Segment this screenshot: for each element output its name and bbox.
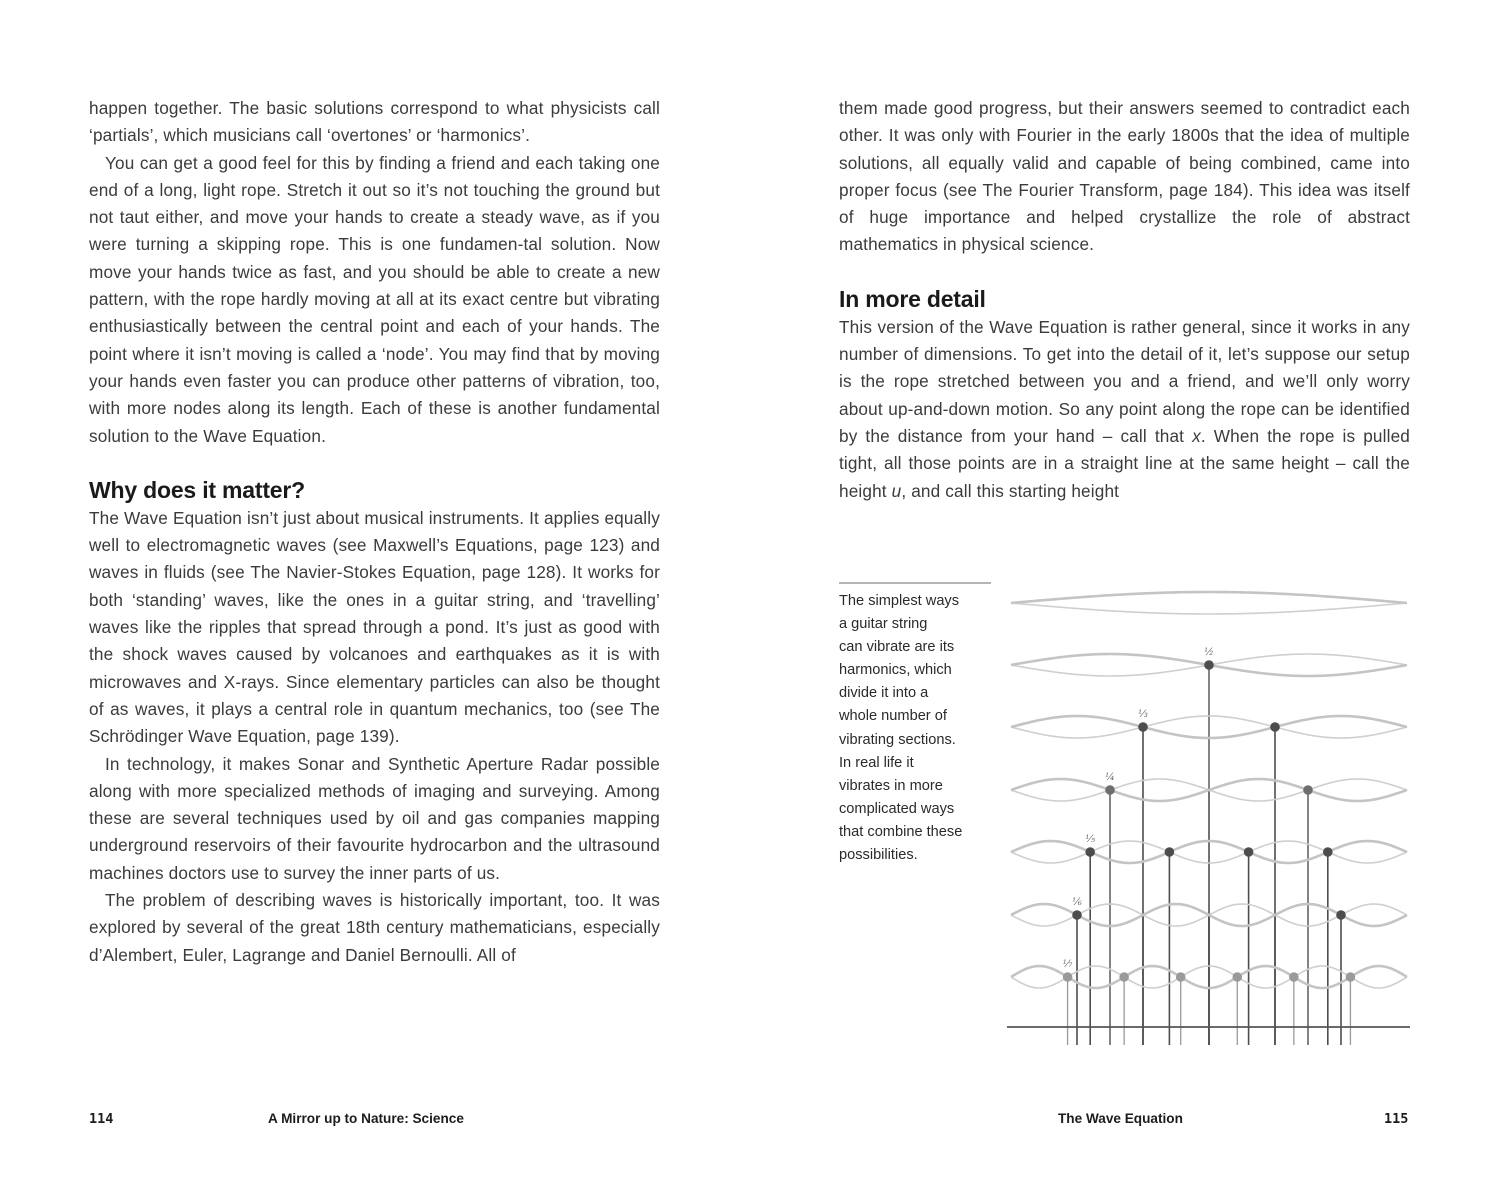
caption-line: complicated ways <box>839 800 955 817</box>
paragraph: The Wave Equation isn’t just about musical instruments. It applies equally well to electromagnetic waves (see Maxwell’s Equations, page 123) and waves in fluids (see The Navier-Stokes Equation, page 128). It works for both ‘standing’ waves, like the ones in a guitar string, and ‘travelling’ waves like the ripples that spread through a pond. It’s just as good with the shock waves caused by volcanoes and earthquakes as it is with microwaves and X-rays. Since elementary particles can also be thought of as waves, it plays a central role in quantum mechanics, too (see The Schrödinger Wave Equation, page 139). <box>89 507 660 747</box>
node-dot <box>1072 910 1082 920</box>
section-heading-why-does-it-matter: Why does it matter? <box>89 476 306 503</box>
left-text-column <box>89 95 660 969</box>
node-dot <box>1346 972 1356 982</box>
variable-u: u <box>891 480 902 501</box>
string-curve <box>1011 592 1407 603</box>
caption-line: that combine these <box>839 823 963 840</box>
node-dot <box>1204 660 1214 670</box>
node-dot <box>1323 847 1333 857</box>
node-label: ½ <box>1204 647 1214 658</box>
caption-line: harmonics, which <box>839 662 952 679</box>
node-label: ⅓ <box>1138 709 1148 720</box>
caption-line: a guitar string <box>839 616 928 633</box>
node-dot <box>1289 972 1299 982</box>
string-curve <box>1011 603 1407 614</box>
caption-line: can vibrate are its <box>839 639 955 656</box>
left-intro-paragraphs <box>89 95 660 450</box>
node-dot <box>1119 972 1129 982</box>
section-heading-in-more-detail: In more detail <box>839 285 986 312</box>
caption-line: The simplest ways <box>839 593 960 609</box>
node-dot <box>1105 785 1115 795</box>
node-dot <box>1303 785 1313 795</box>
node-dot <box>1165 847 1175 857</box>
node-dot <box>1176 972 1186 982</box>
running-title-right: The Wave Equation <box>1058 1111 1183 1126</box>
page-number-left: 114 <box>89 1111 114 1127</box>
caption-line: vibrating sections. <box>839 731 956 748</box>
node-dot <box>1232 972 1242 982</box>
node-label: ⅙ <box>1072 897 1082 908</box>
node-dot <box>1085 847 1095 857</box>
node-dot <box>1244 847 1254 857</box>
paragraph: In technology, it makes Sonar and Synthetic Aperture Radar possible along with more specialized methods of imaging and surveying. Among these are several techniques used by oil and gas companies mapping underground reservoirs of their favourite hydrocarbon and the ultrasound machines doctors use to survey the inner parts of us. <box>89 753 660 883</box>
paragraph-detail: This version of the Wave Equation is rather general, since it works in any number of dimensions. To get into the detail of it, let’s suppose our setup is the rope stretched between you and a friend, and we’ll only worry about up-and-down motion. So any point along the rope can be identified by the distance from your hand – call that x. When the rope is pulled tight, all those points are in a straight line at the same height – call the height u, and call this starting height <box>839 316 1410 501</box>
caption-line: vibrates in more <box>839 777 943 794</box>
running-title-left: A Mirror up to Nature: Science <box>268 1111 464 1126</box>
node-label: ⅕ <box>1085 834 1096 845</box>
node-dot <box>1138 722 1148 732</box>
caption-line: possibilities. <box>839 847 918 864</box>
paragraph-fourier: them made good progress, but their answers seemed to contradict each other. It was only with Fourier in the early 1800s that the idea of multiple solutions, all equally valid and capable of being combined, came into proper focus (see The Fourier Transform, page 184). This idea was itself of huge importance and helped crystallize the role of abstract mathematics in physical science. <box>839 98 1410 255</box>
caption-line: divide it into a <box>839 685 929 702</box>
caption-line: whole number of <box>839 708 947 725</box>
paragraph: The problem of describing waves is historically important, too. It was explored by several of the great 18th century mathematicians, especially d’Alembert, Euler, Lagrange and Daniel Bernoulli. All of <box>89 890 660 965</box>
right-text-column <box>839 95 1410 505</box>
node-dot <box>1270 722 1280 732</box>
left-matter-paragraphs <box>89 505 660 969</box>
paragraph: You can get a good feel for this by finding a friend and each taking one end of a long, light rope. Stretch it out so it’s not touching the ground but not taut either, and move your hands to create a steady wave, as if you were turning a skipping rope. This is one fundamen-tal solution. Now move your hands twice as fast, and you should be able to create a new pattern, with the rope hardly moving at all at its exact centre but vibrating enthusiastically between the central point and each of your hands. The point where it isn’t moving is called a ‘node’. You may find that by moving your hands even faster you can produce other patterns of vibration, too, with more nodes along its length. Each of these is another fundamental solution to the Wave Equation. <box>89 152 660 446</box>
caption-rule <box>839 582 991 584</box>
node-label: ¼ <box>1105 772 1115 783</box>
caption-line: In real life it <box>839 754 914 771</box>
page-number-right: 115 <box>1384 1111 1409 1127</box>
node-label: ⅐ <box>1062 959 1073 970</box>
node-dot <box>1336 910 1346 920</box>
harmonics-diagram <box>1005 580 1425 1050</box>
variable-x: x <box>1192 425 1201 446</box>
node-dot <box>1063 972 1073 982</box>
paragraph: happen together. The basic solutions correspond to what physicists call ‘partials’, which musicians call ‘overtones’ or ‘harmonics’. <box>89 98 660 146</box>
figure-caption <box>839 590 999 867</box>
